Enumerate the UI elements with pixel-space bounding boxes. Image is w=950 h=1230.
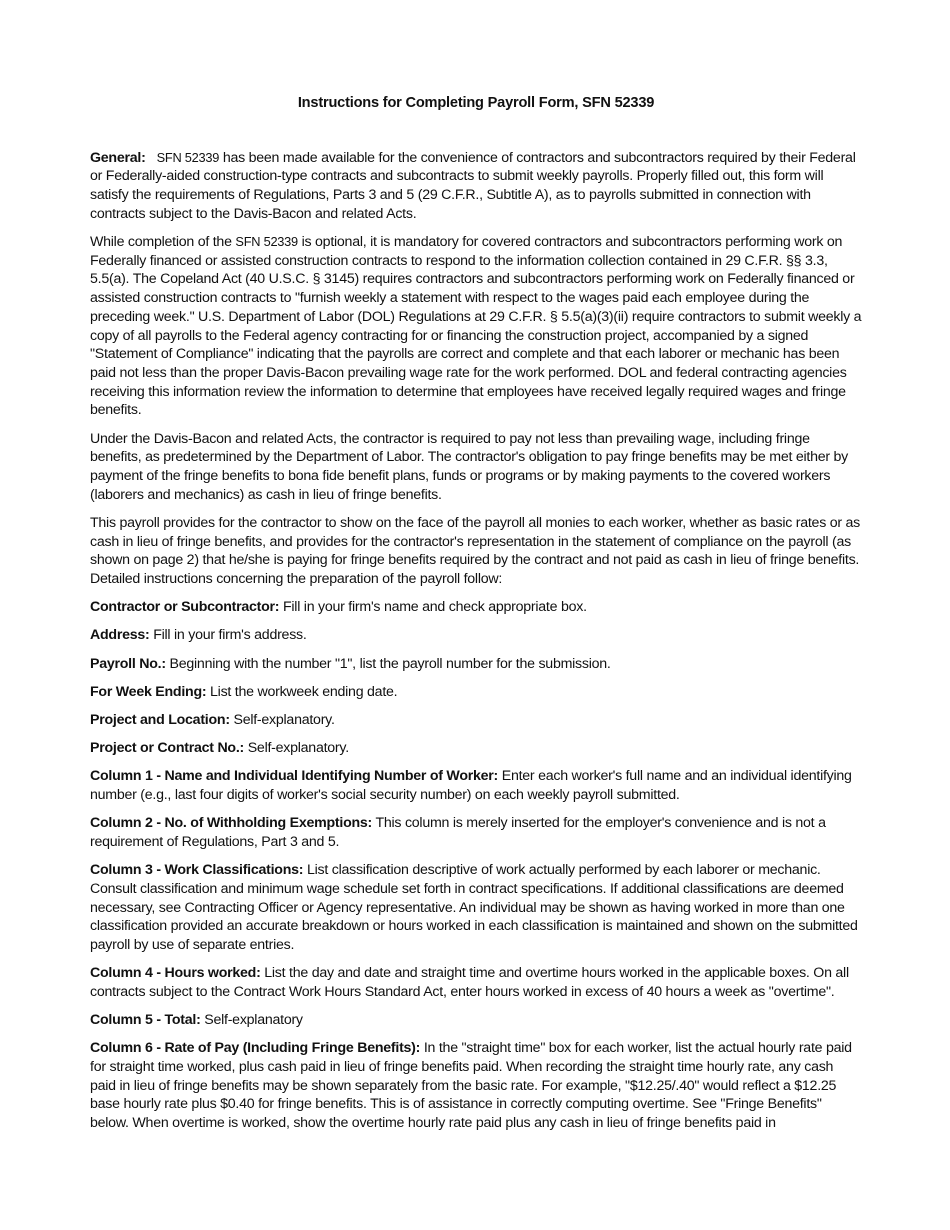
general-paragraph: [90, 149, 862, 224]
field-contractor: [90, 598, 862, 617]
completion-text-pre: While completion of the: [90, 234, 236, 251]
field-week-ending: [90, 683, 862, 702]
field-label: Column 4 - Hours worked:: [90, 965, 261, 982]
field-label: Column 1 - Name and Individual Identifying Number of Worker:: [90, 768, 499, 785]
field-column-6: [90, 1039, 862, 1133]
field-label: Address:: [90, 627, 150, 644]
field-project-contract-no: [90, 739, 862, 758]
field-text: In the "straight time" box for each worker, list the actual hourly rate paid for straight time worked, plus cash paid in lieu of fringe benefits paid. When recording the straight time hourly rate, any cash paid in lieu of fringe benefits may be shown separately from the basic rate. For example, "$12.25/.40" would reflect a $12.25 base hourly rate plus $0.40 for fringe benefits. This is of assistance in correctly computing overtime. See "Fringe Benefits" below. When overtime is worked, show the overtime hourly rate paid plus any cash in lieu of fringe benefits paid in: [90, 1040, 852, 1132]
field-text: List the workweek ending date.: [206, 683, 398, 700]
field-column-3: [90, 861, 862, 955]
field-text: Self-explanatory.: [229, 711, 335, 728]
field-text: List the day and date and straight time and overtime hours worked in the applicable boxes. On all contracts subject to the Contract Work Hours Standard Act, enter hours worked in excess of 40 hours a week as "overtime".: [90, 965, 849, 1000]
field-column-2: [90, 814, 862, 851]
general-text: has been made available for the convenience of contractors and subcontractors required by their Federal or Federally-aided construction-type contracts and subcontracts to submit weekly payrolls. Properly filled out, this form will satisfy the requirements of Regulations, Parts 3 and 5 (29 C.F.R., Subtitle A), as to payrolls submitted in connection with contracts subject to the Davis-Bacon and related Acts.: [90, 149, 856, 222]
general-label: General:: [90, 149, 146, 166]
field-column-4: [90, 964, 862, 1001]
field-column-1: [90, 767, 862, 804]
form-reference: SFN 52339: [156, 149, 220, 165]
field-payroll-no: [90, 655, 862, 674]
field-text: Fill in your firm's address.: [149, 627, 307, 644]
field-column-5: [90, 1011, 862, 1030]
davis-bacon-paragraph: Under the Davis-Bacon and related Acts, the contractor is required to pay not less than prevailing wage, including fringe benefits, as predetermined by the Department of Labor. The contractor's obligation to pay fringe benefits may be met either by payment of the fringe benefits to bona fide benefit plans, funds or programs or by making payments to the covered workers (laborers and mechanics) as cash in lieu of fringe benefits.: [90, 430, 849, 503]
field-text: List classification descriptive of work actually performed by each laborer or mechanic. Consult classification and minimum wage schedule set forth in contract specifications. If additional classifications are deemed necessary, see Contracting Officer or Agency representative. An individual may be shown as having worked in more than one classification provided an accurate breakdown or hours worked in each classification is maintained and shown on the submitted payroll by use of separate entries.: [90, 862, 858, 954]
field-label: Project and Location:: [90, 711, 230, 728]
completion-text-post: is optional, it is mandatory for covered contractors and subcontractors performing work on Federally financed or assisted construction contracts to respond to the information collection contained in 29 C.F.R. §§ 3.3, 5.5(a). The Copeland Act (40 U.S.C. § 3145) requires contractors and subcontractors performing work on Federally financed or assisted construction contracts to "furnish weekly a statement with respect to the wages paid each employee during the preceding week." U.S. Department of Labor (DOL) Regulations at 29 C.F.R. § 5.5(a)(3)(ii) require contractors to submit weekly a copy of all payrolls to the Federal agency contracting for or financing the construction project, accompanied by a signed "Statement of Compliance" indicating that the payrolls are correct and complete and that each laborer or mechanic has been paid not less than the proper Davis-Bacon prevailing wage rate for the work performed. DOL and federal contracting agencies receiving this information review the information to determine that employees have received legally required wages and fringe benefits.: [90, 234, 862, 419]
document-page: [90, 94, 862, 1142]
field-text: Self-explanatory: [200, 1012, 303, 1029]
document-title: Instructions for Completing Payroll Form, SFN 52339: [297, 95, 655, 111]
field-label: Contractor or Subcontractor:: [90, 599, 280, 616]
field-text: This column is merely inserted for the employer's convenience and is not a requirement of Regulations, Part 3 and 5.: [90, 815, 826, 850]
field-label: Payroll No.:: [90, 655, 166, 672]
field-text: Enter each worker's full name and an individual identifying number (e.g., last four digits of worker's social security number) on each weekly payroll submitted.: [90, 768, 852, 804]
field-label: Column 6 - Rate of Pay (Including Fringe Benefits):: [90, 1040, 421, 1057]
form-reference: SFN 52339: [235, 234, 298, 250]
field-label: Column 5 - Total:: [90, 1012, 201, 1029]
payroll-paragraph: This payroll provides for the contractor to show on the face of the payroll all monies to each worker, whether as basic rates or as cash in lieu of fringe benefits, and provides for the contractor's representation in the statement of compliance on the payroll (as shown on page 2) that he/she is paying for fringe benefits required by the contract and not paid as cash in lieu of fringe benefits. Detailed instructions concerning the preparation of the payroll follow:: [90, 514, 861, 587]
field-text: Beginning with the number "1", list the payroll number for the submission.: [165, 655, 611, 672]
field-address: [90, 626, 862, 645]
field-label: Project or Contract No.:: [90, 740, 245, 757]
field-text: Self-explanatory.: [244, 740, 349, 757]
field-text: Fill in your firm's name and check appropriate box.: [279, 599, 587, 616]
field-project-location: [90, 711, 862, 730]
field-label: Column 2 - No. of Withholding Exemptions:: [90, 815, 373, 832]
completion-paragraph: [90, 233, 862, 420]
field-label: For Week Ending:: [90, 683, 207, 700]
field-label: Column 3 - Work Classifications:: [90, 862, 304, 879]
